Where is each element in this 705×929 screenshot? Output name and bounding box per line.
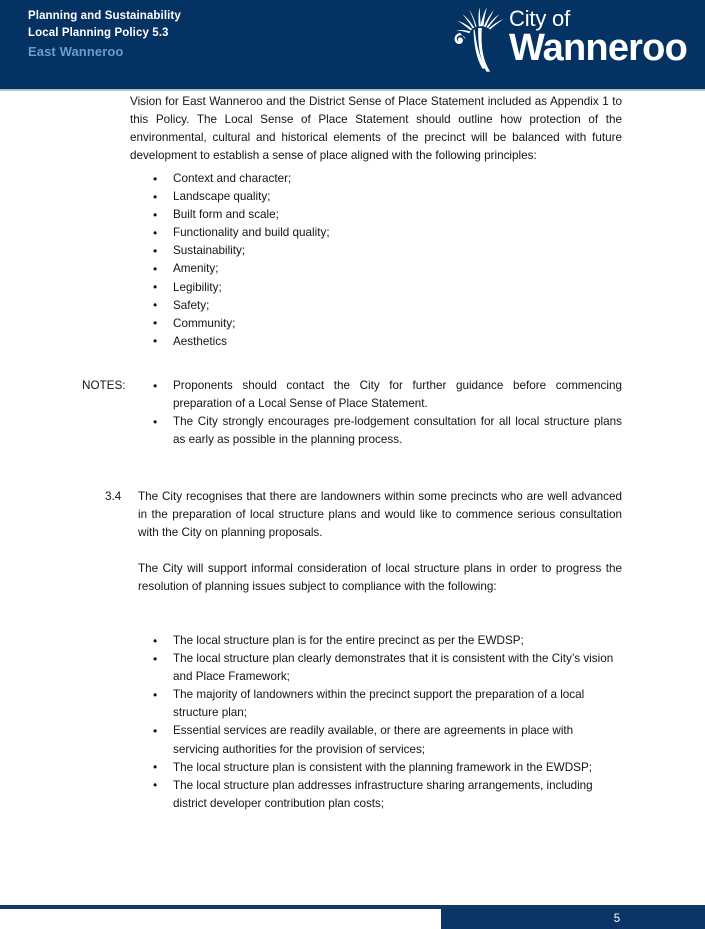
list-item: • Sustainability; xyxy=(132,242,622,260)
clause-number: 3.4 xyxy=(105,490,122,503)
list-item: • The City strongly encourages pre-lodgement consultation for all local structure plans as early as possible in the planning process. xyxy=(132,413,622,449)
list-item: • Proponents should contact the City for further guidance before commencing preparation of a Local Sense of Place Statement. xyxy=(132,377,622,413)
list-item: • The local structure plan is for the entire precinct as per the EWDSP; xyxy=(132,632,622,650)
header-policy-title: Local Planning Policy 5.3 xyxy=(28,26,169,39)
intro-paragraph: Vision for East Wanneroo and the District Sense of Place Statement included as Appendix 1 to this Policy. The Local Sense of Place Statement should outline how protection of the environmental, cultural and historical elements of the precinct will be balanced with future development to establish a sense of place aligned with the following principles: xyxy=(130,95,622,163)
clause-body xyxy=(138,488,622,597)
page-number: 5 xyxy=(613,913,621,925)
list-item: • Aesthetics xyxy=(132,333,622,351)
logo-city-text: City of xyxy=(509,6,570,31)
list-item: • Landscape quality; xyxy=(132,188,622,206)
list-item: • Functionality and build quality; xyxy=(132,224,622,242)
city-of-wanneroo-logo xyxy=(454,4,687,76)
list-item: • Amenity; xyxy=(132,260,622,278)
list-item: • Essential services are readily available, or there are agreements in place with servicing authorities for the provision of services; xyxy=(132,722,622,758)
logo-wordmark xyxy=(509,4,687,68)
notes-list xyxy=(132,377,622,449)
logo-wanneroo-text: Wanneroo xyxy=(509,27,687,69)
conditions-list xyxy=(132,632,622,813)
list-item: • The majority of landowners within the precinct support the preparation of a local structure plan; xyxy=(132,686,622,722)
header-subtitle: East Wanneroo xyxy=(28,44,124,59)
list-item: • Community; xyxy=(132,315,622,333)
header-department-title: Planning and Sustainability xyxy=(28,10,181,22)
notes-label: NOTES: xyxy=(82,379,126,392)
list-item: • Built form and scale; xyxy=(132,206,622,224)
header-divider xyxy=(0,89,705,91)
principles-list xyxy=(132,170,622,351)
list-item: • The local structure plan addresses infrastructure sharing arrangements, including district developer contribution plan costs; xyxy=(132,777,622,813)
clause-paragraph-1: The City recognises that there are landowners within some precincts who are well advanced in the preparation of local structure plans and would like to commence serious consultation with the City on planning proposals. xyxy=(138,490,622,540)
list-item: • The local structure plan clearly demonstrates that it is consistent with the City’s vision and Place Framework; xyxy=(132,650,622,686)
list-item: • Context and character; xyxy=(132,170,622,188)
list-item: • Legibility; xyxy=(132,279,622,297)
page-header xyxy=(0,0,705,89)
list-item: • Safety; xyxy=(132,297,622,315)
clause-3-4 xyxy=(105,488,622,597)
header-title-group xyxy=(28,8,181,62)
grass-tree-icon xyxy=(454,6,508,72)
clause-paragraph-2: The City will support informal consideration of local structure plans in order to progress the resolution of planning issues subject to compliance with the following: xyxy=(138,562,622,594)
list-item: • The local structure plan is consistent with the planning framework in the EWDSP; xyxy=(132,759,622,777)
